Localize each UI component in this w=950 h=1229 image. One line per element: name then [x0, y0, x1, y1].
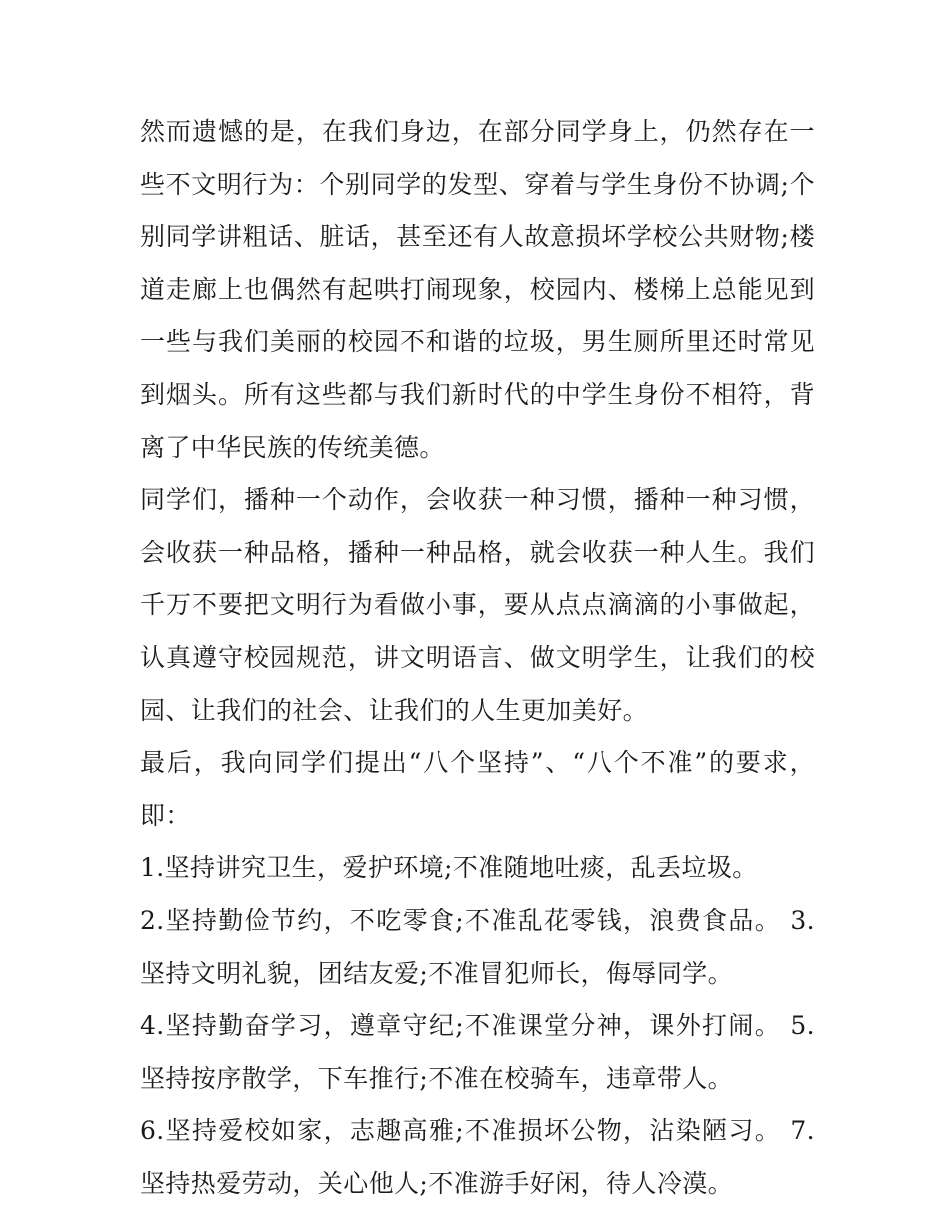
list-item-4-5: 4.坚持勤奋学习，遵章守纪;不准课堂分神，课外打闹。 5.坚持按序散学，下车推行;不准在校骑车，违章带人。: [140, 1011, 815, 1093]
paragraph-habits: 同学们，播种一个动作，会收获一种习惯，播种一种习惯，会收获一种品格，播种一种品格，就会收获一种人生。我们千万不要把文明行为看做小事，要从点点滴滴的小事做起，认真遵守校园规范，讲文明语言、做文明学生，让我们的校园、让我们的社会、让我们的人生更加美好。: [140, 485, 815, 725]
paragraph-uncivil-behaviors: 然而遗憾的是，在我们身边，在部分同学身上，仍然存在一些不文明行为：个别同学的发型、穿着与学生身份不协调;个别同学讲粗话、脏话，甚至还有人故意损坏学校公共财物;楼道走廊上也偶然有起哄打闹现象，校园内、楼梯上总能见到一些与我们美丽的校园不和谐的垃圾，男生厕所里还时常见到烟头。所有这些都与我们新时代的中学生身份不相符，背离了中华民族的传统美德。: [140, 117, 815, 462]
document-body: [140, 106, 815, 1210]
list-item-1: 1.坚持讲究卫生，爱护环境;不准随地吐痰，乱丢垃圾。: [140, 853, 758, 883]
list-item-2-3: 2.坚持勤俭节约，不吃零食;不准乱花零钱，浪费食品。 3.坚持文明礼貌，团结友爱;不准冒犯师长，侮辱同学。: [140, 905, 815, 988]
paragraph-requirements-intro: 最后，我向同学们提出“八个坚持”、“八个不准”的要求，即：: [140, 748, 815, 830]
list-item-6-7: 6.坚持爱校如家，志趣高雅;不准损坏公物，沾染陋习。 7.坚持热爱劳动，关心他人;不准游手好闲，待人冷漠。: [140, 1116, 815, 1198]
